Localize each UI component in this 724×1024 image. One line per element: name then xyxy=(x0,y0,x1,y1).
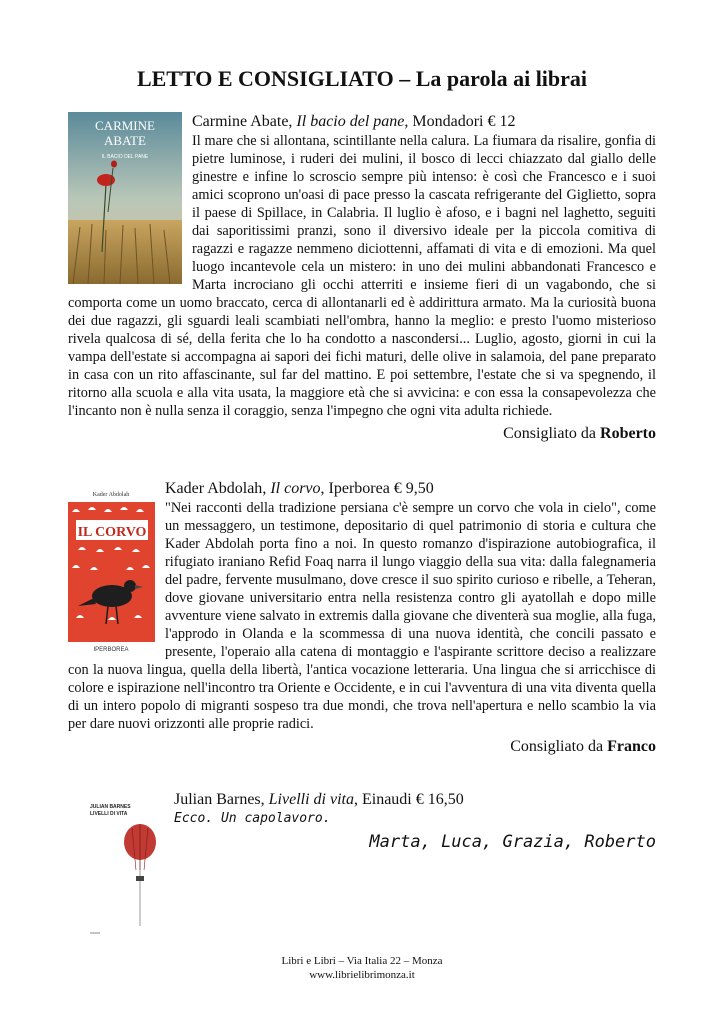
footer-website: www.librielibrimonza.it xyxy=(309,969,415,981)
recommended-by xyxy=(68,738,656,756)
cover-title-abate-2: ABATE xyxy=(104,133,146,148)
book-heading-abate: Carmine Abate, Il bacio del pane, Mondadori € 12 xyxy=(192,113,516,130)
footer xyxy=(0,954,724,982)
cover-title-barnes: LIVELLI DI VITA xyxy=(90,811,128,817)
handwritten-signature: Marta, Luca, Grazia, Roberto xyxy=(369,832,656,852)
book-author: Kader Abdolah xyxy=(165,480,263,497)
book-author: Carmine Abate xyxy=(192,113,289,130)
book-entry-barnes xyxy=(68,790,656,942)
recommender-name: Roberto xyxy=(600,425,656,442)
cover-art-abdolah xyxy=(68,484,155,654)
cover-title-abdolah: IL CORVO xyxy=(77,525,147,540)
book-author: Julian Barnes xyxy=(174,791,261,808)
book-heading-abdolah: Kader Abdolah, Il corvo, Iperborea € 9,50 xyxy=(165,480,434,497)
book-title: Livelli di vita xyxy=(268,791,354,808)
cover-title-abate-1: CARMINE xyxy=(95,118,155,133)
recommender-name: Franco xyxy=(607,738,656,755)
book-cover-barnes xyxy=(68,790,164,942)
cover-publisher-abdolah: IPERBOREA xyxy=(93,647,129,653)
book-review-text: Il mare che si allontana, scintillante nella calura. La fiumara da risalire, gonfia di pietre luminose, i ruderi dei mulini, il bosco di lecci chiazzato dal giallo delle ginestre e infine lo scroscio sempre più intenso: è così che Francesco e i suoi amici scoprono un'oasi di pace presso la cascata refrigerante del Giglietto, sopra il paese di Spillace, in Calabria. Il luglio è afoso, e i bagni nel laghetto, seguiti dai saporitissimi pranzi, sono il diversivo ideale per la piccola comitiva di ragazzi e ragazze nemmeno diciottenni, affamati di vita e di emozioni. Ma quel luogo incantevole cela un mistero: in uno dei mulini abbandonati Francesco e Marta incrociano gli occhi atterriti e insieme fieri di un vagabondo, che si comporta come un uomo braccato, cerca di allontanarli ed è addirittura armato. Ma la curiosità buona dei due ragazzi, gli sguardi leali scambiati nell'ombra, hanno la meglio: e presto l'uomo misterioso rivela qualcosa di sé, della ferita che lo ha condotto a nascondersi... Luglio, agosto, giorni in cui la vampa dell'estate si accompagna ai sapori dei fichi maturi, delle olive in salamoia, del pane preparato in casa con un rito affascinante, sul far del mattino. E poi settembre, l'estate che si va spegnendo, il ritorno alla scuola e alla vita usata, la maggiore età che si avvicina: e con essa la consapevolezza che l'incanto non è nulla senza il coraggio, senza l'impegno che ogni vita adulta richiede. xyxy=(68,133,656,419)
book-cover-abdolah xyxy=(68,484,155,654)
recommended-label: Consigliato da xyxy=(503,425,601,442)
book-title: Il corvo xyxy=(270,480,321,497)
book-publisher-price: , Iperborea € 9,50 xyxy=(320,480,434,497)
book-entry-abate xyxy=(68,112,656,443)
book-title: Il bacio del pane xyxy=(296,113,405,130)
cover-author-abdolah: Kader Abdolah xyxy=(92,492,130,498)
book-review-text: "Nei racconti della tradizione persiana c'è sempre un corvo che vola in cielo", come un messaggero, un testimone, depositario di quel patrimonio di storia e cultura che Kader Abdolah porta fino a noi. In questo romanzo d'ispirazione autobiografica, il rifugiato iraniano Refid Foaq narra il lungo viaggio della sua vita: dalla falegnameria del padre, fervente musulmano, dove cresce il suo spirito curioso e ribelle, a Teheran, dove giovane universitario entra nella resistenza contro gli ayatollah e dopo mille avventure viene salvato in extremis dalla giovane che diventerà sua moglie, alla fuga, l'approdo in Olanda e la scommessa di una nuova identità, che concili passato e presente, l'operaio alla catena di montaggio e l'aspirante scrittore deciso a realizzare con la nuova lingua, quella della libertà, l'antica vocazione letteraria. Una lingua che si arricchisce di colore e ispirazione nell'incontro tra Oriente e Occidente, e in cui l'avventura di una vita diventa quella di un intero popolo di migranti sospeso tra due mondi, che trova nell'apertura e nello scambio la via per dare nuovi orizzonti alle proprie radici. xyxy=(68,500,656,732)
cover-author-barnes: JULIAN BARNES xyxy=(90,804,131,810)
book-cover-abate xyxy=(68,112,182,284)
book-heading-barnes: Julian Barnes, Livelli di vita, Einaudi € 16,50 xyxy=(174,791,464,808)
page-title: LETTO E CONSIGLIATO – La parola ai librai xyxy=(136,66,588,91)
cover-art-abate xyxy=(68,112,182,284)
recommended-by xyxy=(68,425,656,443)
handwritten-comment: Ecco. Un capolavoro. xyxy=(174,811,331,826)
book-entry-abdolah xyxy=(68,479,656,756)
book-publisher-price: , Mondadori € 12 xyxy=(404,113,516,130)
book-publisher-price: , Einaudi € 16,50 xyxy=(353,791,464,808)
recommended-label: Consigliato da xyxy=(510,738,608,755)
cover-art-barnes xyxy=(68,790,164,942)
footer-address: Libri e Libri – Via Italia 22 – Monza xyxy=(281,955,443,967)
cover-subtitle-abate: IL BACIO DEL PANE xyxy=(101,154,149,160)
